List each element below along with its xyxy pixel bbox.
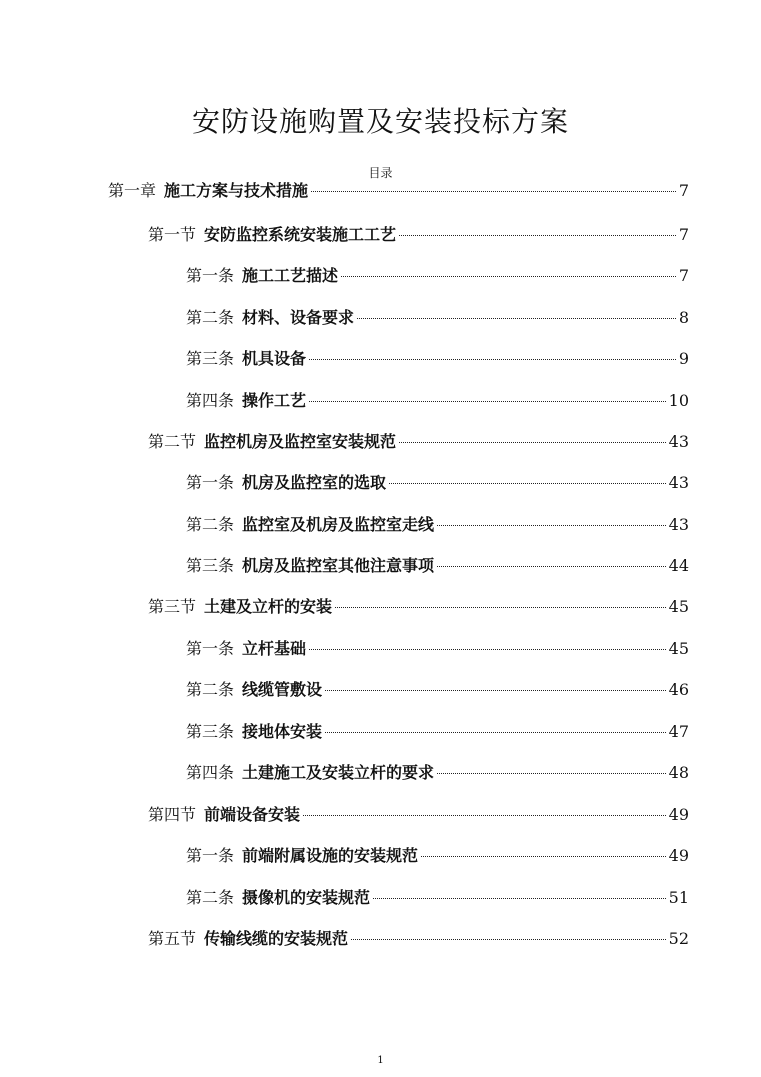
- toc-entry-number: 第三条: [186, 349, 235, 368]
- toc-dot-leader: [335, 607, 666, 608]
- toc-dot-leader: [325, 690, 666, 691]
- toc-entry-title: 施工方案与技术措施: [164, 181, 309, 200]
- toc-entry-page: 47: [668, 722, 689, 741]
- toc-entry-number: 第一条: [186, 639, 235, 658]
- toc-dot-leader: [311, 191, 676, 192]
- toc-entry-page: 44: [668, 556, 689, 575]
- toc-dot-leader: [399, 442, 666, 443]
- toc-entry[interactable]: [148, 804, 689, 826]
- toc-dot-leader: [421, 856, 666, 857]
- toc-entry-number: 第二条: [186, 515, 235, 534]
- toc-dot-leader: [389, 483, 666, 484]
- toc-entry-title: 摄像机的安装规范: [242, 888, 371, 907]
- toc-entry-number: 第二条: [186, 308, 235, 327]
- toc-entry[interactable]: [186, 348, 689, 370]
- toc-entry-title: 线缆管敷设: [242, 680, 323, 699]
- toc-entry-title: 机房及监控室的选取: [242, 473, 387, 492]
- toc-entry-number: 第四条: [186, 763, 235, 782]
- toc-entry-page: 8: [678, 308, 689, 327]
- toc-dot-leader: [399, 235, 676, 236]
- toc-entry-title: 材料、设备要求: [242, 308, 355, 327]
- toc-entry[interactable]: [148, 596, 689, 618]
- toc-entry[interactable]: [186, 762, 689, 784]
- toc-entry-page: 45: [668, 639, 689, 658]
- toc-entry-page: 9: [678, 349, 689, 368]
- toc-entry[interactable]: [186, 887, 689, 909]
- toc-dot-leader: [351, 939, 666, 940]
- toc-entry-number: 第四条: [186, 391, 235, 410]
- toc-entry-page: 45: [668, 597, 689, 616]
- toc-entry-number: 第三条: [186, 722, 235, 741]
- toc-entry-number: 第五节: [148, 929, 197, 948]
- toc-entry-page: 7: [678, 266, 689, 285]
- toc-entry-title: 监控机房及监控室安装规范: [204, 432, 397, 451]
- toc-entry-page: 43: [668, 432, 689, 451]
- toc-entry[interactable]: [186, 555, 689, 577]
- toc-entry-page: 10: [668, 391, 689, 410]
- toc-entry[interactable]: [148, 224, 689, 246]
- page-number: 1: [377, 1055, 384, 1066]
- toc-entry-number: 第三节: [148, 597, 197, 616]
- toc-entry-page: 7: [678, 181, 689, 200]
- toc-entry[interactable]: [148, 431, 689, 453]
- toc-entry-number: 第一条: [186, 473, 235, 492]
- toc-entry[interactable]: [148, 928, 689, 950]
- toc-entry-number: 第一节: [148, 225, 197, 244]
- toc-entry-number: 第三条: [186, 556, 235, 575]
- toc-entry-title: 前端附属设施的安装规范: [242, 846, 419, 865]
- toc-dot-leader: [341, 276, 676, 277]
- toc-entry[interactable]: [186, 472, 689, 494]
- toc-entry-title: 土建及立杆的安装: [204, 597, 333, 616]
- toc-entry-title: 安防监控系统安装施工工艺: [204, 225, 397, 244]
- toc-entry-page: 7: [678, 225, 689, 244]
- toc-dot-leader: [309, 359, 676, 360]
- toc-entry[interactable]: [186, 845, 689, 867]
- toc-entry[interactable]: [108, 180, 689, 202]
- toc-entry-page: 48: [668, 763, 689, 782]
- toc-entry-number: 第一条: [186, 266, 235, 285]
- toc-entry-title: 土建施工及安装立杆的要求: [242, 763, 435, 782]
- toc-entry-number: 第二节: [148, 432, 197, 451]
- toc-entry[interactable]: [186, 638, 689, 660]
- toc-dot-leader: [357, 318, 676, 319]
- toc-entry-title: 操作工艺: [242, 391, 307, 410]
- toc-dot-leader: [437, 566, 666, 567]
- toc-entry-page: 46: [668, 680, 689, 699]
- toc-entry-title: 机具设备: [242, 349, 307, 368]
- toc-entry-page: 52: [668, 929, 689, 948]
- toc-entry[interactable]: [186, 265, 689, 287]
- toc-entry-number: 第四节: [148, 805, 197, 824]
- toc-entry-page: 49: [668, 805, 689, 824]
- toc-entry-title: 监控室及机房及监控室走线: [242, 515, 435, 534]
- toc-entry-title: 传输线缆的安装规范: [204, 929, 349, 948]
- toc-entry-title: 立杆基础: [242, 639, 307, 658]
- toc-dot-leader: [309, 649, 666, 650]
- toc-entry-page: 43: [668, 515, 689, 534]
- toc-dot-leader: [373, 898, 666, 899]
- toc-entry-title: 前端设备安装: [204, 805, 301, 824]
- toc-entry-number: 第二条: [186, 888, 235, 907]
- document-title: 安防设施购置及安装投标方案: [191, 105, 569, 138]
- toc-dot-leader: [437, 773, 666, 774]
- toc-entry-number: 第一条: [186, 846, 235, 865]
- toc-entry-number: 第一章: [108, 181, 157, 200]
- toc-dot-leader: [303, 815, 666, 816]
- toc-dot-leader: [437, 525, 666, 526]
- toc-entry[interactable]: [186, 679, 689, 701]
- toc-dot-leader: [325, 732, 666, 733]
- toc-entry-page: 51: [668, 888, 689, 907]
- toc-label: 目录: [368, 166, 393, 180]
- toc-entry[interactable]: [186, 721, 689, 743]
- toc-entry-page: 43: [668, 473, 689, 492]
- toc-entry[interactable]: [186, 307, 689, 329]
- toc-entry[interactable]: [186, 390, 689, 412]
- toc-entry[interactable]: [186, 514, 689, 536]
- toc-entry-title: 接地体安装: [242, 722, 323, 741]
- toc-entry-title: 机房及监控室其他注意事项: [242, 556, 435, 575]
- toc-entry-page: 49: [668, 846, 689, 865]
- toc-dot-leader: [309, 401, 666, 402]
- toc-entry-title: 施工工艺描述: [242, 266, 339, 285]
- toc-entry-number: 第二条: [186, 680, 235, 699]
